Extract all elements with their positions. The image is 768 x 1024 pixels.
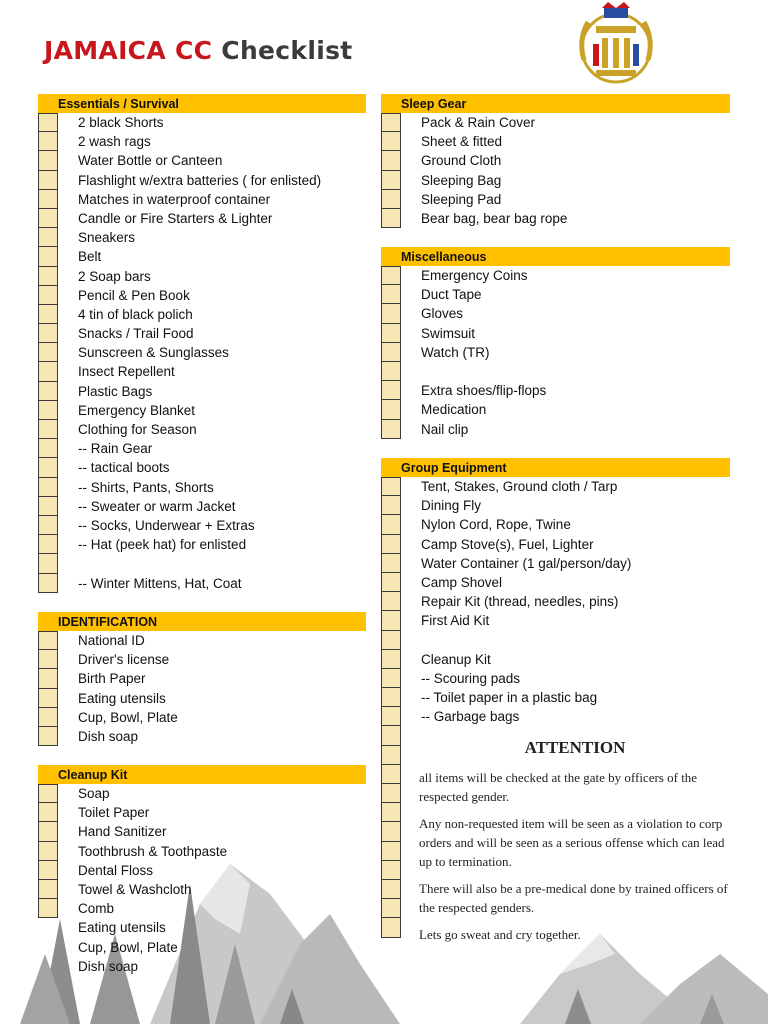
attention-paragraph: There will also be a pre-medical done by trained officers of the respected genders. bbox=[419, 881, 728, 915]
checklist-item-label: Eating utensils bbox=[78, 920, 166, 936]
attention-paragraph: all items will be checked at the gate by officers of the respected gender. bbox=[419, 770, 698, 804]
checklist-item bbox=[38, 535, 366, 554]
checkbox[interactable] bbox=[381, 707, 401, 726]
checklist-item bbox=[38, 209, 366, 228]
checklist-item bbox=[38, 401, 366, 420]
checkbox[interactable] bbox=[38, 324, 58, 343]
checklist-item bbox=[381, 171, 730, 190]
checkbox[interactable] bbox=[381, 190, 401, 209]
checklist-item-label: 2 black Shorts bbox=[78, 115, 164, 130]
checklist-item bbox=[381, 573, 730, 592]
checkbox[interactable] bbox=[381, 880, 401, 899]
checklist-item-label: Towel & Washcloth bbox=[78, 881, 192, 897]
checkbox[interactable] bbox=[381, 765, 401, 784]
checklist-item bbox=[38, 669, 366, 688]
checkbox[interactable] bbox=[38, 631, 58, 650]
section-sleep-gear bbox=[381, 94, 730, 228]
checklist-item-label: Insect Repellent bbox=[78, 364, 175, 380]
checklist-item bbox=[381, 650, 730, 669]
checklist-item bbox=[381, 400, 730, 419]
checkbox[interactable] bbox=[38, 113, 58, 132]
checklist-item-label: -- Shirts, Pants, Shorts bbox=[78, 479, 214, 495]
checkbox[interactable] bbox=[38, 171, 58, 190]
checkbox[interactable] bbox=[381, 113, 401, 132]
checklist-item bbox=[38, 918, 366, 937]
checklist-item bbox=[381, 324, 730, 343]
checkbox[interactable] bbox=[38, 727, 58, 746]
checkbox[interactable] bbox=[38, 899, 58, 918]
checklist-item bbox=[38, 497, 366, 516]
checklist-item bbox=[381, 669, 730, 688]
section-heading: IDENTIFICATION bbox=[38, 612, 366, 631]
checklist-item-label: Cup, Bowl, Plate bbox=[78, 939, 178, 955]
checkbox[interactable] bbox=[381, 132, 401, 151]
checkbox[interactable] bbox=[38, 420, 58, 439]
checklist-item bbox=[38, 324, 366, 343]
checklist-item bbox=[381, 592, 730, 611]
checkbox[interactable] bbox=[38, 151, 58, 170]
checkbox[interactable] bbox=[381, 343, 401, 362]
checklist-item bbox=[38, 190, 366, 209]
checkbox[interactable] bbox=[381, 515, 401, 534]
checklist-item-label: Clothing for Season bbox=[78, 422, 197, 437]
checkbox[interactable] bbox=[381, 669, 401, 688]
checkbox[interactable] bbox=[381, 573, 401, 592]
checklist-item bbox=[38, 784, 366, 803]
checkbox[interactable] bbox=[381, 784, 401, 803]
checklist-item bbox=[381, 535, 730, 554]
checklist-item bbox=[381, 266, 730, 285]
checkbox[interactable] bbox=[38, 439, 58, 458]
checkbox[interactable] bbox=[381, 535, 401, 554]
checkbox[interactable] bbox=[381, 822, 401, 841]
checklist-item-label: Flashlight w/extra batteries ( for enlisted) bbox=[78, 172, 322, 188]
checkbox[interactable] bbox=[38, 401, 58, 420]
checklist-item-label: Emergency Coins bbox=[421, 268, 528, 283]
checklist-item bbox=[38, 382, 366, 401]
checklist-item bbox=[38, 957, 366, 976]
checkbox[interactable] bbox=[38, 535, 58, 554]
checkbox[interactable] bbox=[38, 267, 58, 286]
checklist-item-label: Repair Kit (thread, needles, pins) bbox=[421, 594, 619, 610]
checklist-item bbox=[381, 343, 730, 362]
checkbox[interactable] bbox=[381, 420, 401, 439]
checklist-item bbox=[38, 708, 366, 727]
checkbox[interactable] bbox=[381, 266, 401, 285]
checklist-item bbox=[381, 420, 730, 439]
checklist-item bbox=[38, 247, 366, 266]
checklist-item bbox=[381, 362, 730, 381]
checklist-item-label: Bear bag, bear bag rope bbox=[421, 210, 568, 226]
checklist-item bbox=[381, 688, 730, 707]
checklist-item-label: Dish soap bbox=[78, 728, 139, 744]
checklist-item bbox=[381, 707, 730, 726]
checklist-item-label: Dish soap bbox=[78, 958, 139, 974]
checklist-item bbox=[38, 516, 366, 535]
checklist-item bbox=[381, 285, 730, 304]
checklist-item-label: Medication bbox=[421, 402, 487, 418]
checkbox[interactable] bbox=[381, 592, 401, 611]
checklist-item-label: Nail clip bbox=[421, 421, 469, 437]
checklist-item-label: Watch (TR) bbox=[421, 344, 490, 360]
checklist-item-label: Belt bbox=[78, 249, 102, 265]
checklist-item-label: -- Winter Mittens, Hat, Coat bbox=[78, 575, 242, 591]
checkbox[interactable] bbox=[38, 803, 58, 822]
checkbox[interactable] bbox=[381, 746, 401, 765]
section-cleanup-kit bbox=[38, 765, 366, 976]
checklist-item bbox=[381, 554, 730, 573]
checklist-item-label: Extra shoes/flip-flops bbox=[421, 383, 547, 399]
checklist-item bbox=[381, 113, 730, 132]
title-red: JAMAICA CC bbox=[44, 36, 213, 65]
checkbox[interactable] bbox=[38, 305, 58, 324]
checklist-item bbox=[381, 132, 730, 151]
checkbox[interactable] bbox=[38, 478, 58, 497]
checkbox[interactable] bbox=[381, 688, 401, 707]
checklist-item-label: -- Scouring pads bbox=[421, 670, 521, 686]
checkbox[interactable] bbox=[38, 574, 58, 593]
checkbox[interactable] bbox=[381, 631, 401, 650]
checklist-item bbox=[38, 554, 366, 573]
checklist-item bbox=[38, 267, 366, 286]
checklist-item-label: First Aid Kit bbox=[421, 613, 490, 629]
checkbox[interactable] bbox=[38, 382, 58, 401]
checklist-item-label: Tent, Stakes, Ground cloth / Tarp bbox=[421, 479, 618, 494]
checkbox[interactable] bbox=[38, 842, 58, 861]
checkbox[interactable] bbox=[381, 171, 401, 190]
checkbox[interactable] bbox=[38, 689, 58, 708]
checklist-item-label: Sunscreen & Sunglasses bbox=[78, 345, 229, 361]
section-heading: Group Equipment bbox=[381, 458, 730, 477]
checklist-item-label: Sneakers bbox=[78, 230, 136, 246]
checkbox[interactable] bbox=[381, 151, 401, 170]
checkbox[interactable] bbox=[38, 286, 58, 305]
checkbox[interactable] bbox=[381, 362, 401, 381]
title-dark: Checklist bbox=[221, 36, 353, 65]
checklist-item bbox=[38, 689, 366, 708]
checklist-item-label: Emergency Blanket bbox=[78, 402, 196, 418]
checklist-item-label: Snacks / Trail Food bbox=[78, 326, 194, 342]
checklist-item-label: Sleeping Pad bbox=[421, 191, 502, 207]
checkbox[interactable] bbox=[381, 726, 401, 745]
checklist-item-label: Toilet Paper bbox=[78, 805, 150, 821]
checkbox[interactable] bbox=[38, 497, 58, 516]
checklist-item-label: Water Bottle or Canteen bbox=[78, 153, 223, 169]
checklist-item bbox=[38, 228, 366, 247]
attention-heading: ATTENTION bbox=[524, 738, 626, 757]
checkbox[interactable] bbox=[381, 842, 401, 861]
checkbox[interactable] bbox=[38, 228, 58, 247]
checkbox[interactable] bbox=[38, 669, 58, 688]
checklist-item bbox=[38, 842, 366, 861]
checkbox[interactable] bbox=[381, 324, 401, 343]
checklist-item bbox=[381, 496, 730, 515]
checklist-item-label: 2 Soap bars bbox=[78, 268, 151, 284]
checklist-item-label: National ID bbox=[78, 633, 145, 648]
checklist-item bbox=[381, 477, 730, 496]
checklist-item bbox=[38, 880, 366, 899]
checkbox[interactable] bbox=[381, 381, 401, 400]
checklist-item-label: -- Rain Gear bbox=[78, 441, 153, 457]
checklist-item-label: Candle or Fire Starters & Lighter bbox=[78, 210, 273, 226]
checklist-item-label: Swimsuit bbox=[421, 325, 476, 341]
checklist-item-label: Water Container (1 gal/person/day) bbox=[421, 555, 632, 571]
checklist-item bbox=[38, 574, 366, 593]
checkbox[interactable] bbox=[38, 708, 58, 727]
checklist-item bbox=[38, 420, 366, 439]
section-miscellaneous bbox=[381, 247, 730, 439]
checklist-item-label: 4 tin of black polich bbox=[78, 306, 193, 322]
checklist-item-label: Camp Shovel bbox=[421, 574, 503, 590]
section-heading: Miscellaneous bbox=[381, 247, 730, 266]
checklist-item bbox=[38, 822, 366, 841]
checklist-item-label: 2 wash rags bbox=[78, 134, 151, 150]
attention-notice bbox=[419, 736, 731, 952]
checklist-item bbox=[38, 132, 366, 151]
checklist-item bbox=[38, 727, 366, 746]
page-title bbox=[44, 36, 353, 65]
section-identification bbox=[38, 612, 366, 746]
checklist-item-label: Pencil & Pen Book bbox=[78, 287, 190, 303]
section-heading: Cleanup Kit bbox=[38, 765, 366, 784]
checklist-item bbox=[38, 631, 366, 650]
checklist-item bbox=[381, 151, 730, 170]
checklist-item-label: Sheet & fitted bbox=[421, 134, 503, 150]
checklist-item bbox=[381, 190, 730, 209]
checklist-item-label: Hand Sanitizer bbox=[78, 824, 167, 840]
checklist-item-label: Dental Floss bbox=[78, 862, 154, 878]
checklist-item-label: Soap bbox=[78, 786, 110, 801]
checkbox[interactable] bbox=[38, 861, 58, 880]
checklist-item-label: Cup, Bowl, Plate bbox=[78, 709, 178, 725]
checkbox[interactable] bbox=[381, 554, 401, 573]
checklist-item bbox=[38, 458, 366, 477]
checklist-item-label: Comb bbox=[78, 901, 115, 917]
checklist-item-label: Duct Tape bbox=[421, 287, 482, 303]
checklist-item bbox=[38, 938, 366, 957]
checkbox[interactable] bbox=[381, 304, 401, 323]
checkbox[interactable] bbox=[38, 458, 58, 477]
checklist-item-label: Birth Paper bbox=[78, 671, 146, 687]
checklist-item-label: -- Sweater or warm Jacket bbox=[78, 498, 236, 514]
checklist-item bbox=[38, 478, 366, 497]
checklist-item bbox=[381, 611, 730, 630]
checkbox[interactable] bbox=[38, 209, 58, 228]
checklist-item-label: -- Socks, Underwear + Extras bbox=[78, 517, 255, 533]
checklist-item-label: Sleeping Bag bbox=[421, 172, 502, 188]
checkbox[interactable] bbox=[38, 880, 58, 899]
checkbox[interactable] bbox=[381, 496, 401, 515]
checklist-item-label: Ground Cloth bbox=[421, 153, 502, 169]
checklist-item-label: -- Garbage bags bbox=[421, 709, 520, 725]
checklist-item bbox=[38, 650, 366, 669]
checkbox[interactable] bbox=[38, 822, 58, 841]
checklist-item bbox=[38, 171, 366, 190]
checkbox[interactable] bbox=[381, 611, 401, 630]
checklist-item-label: -- Toilet paper in a plastic bag bbox=[421, 690, 598, 706]
checkbox[interactable] bbox=[38, 247, 58, 266]
section-essentials bbox=[38, 94, 366, 593]
checklist-item bbox=[38, 151, 366, 170]
checklist-item bbox=[38, 343, 366, 362]
checkbox[interactable] bbox=[381, 899, 401, 918]
checkbox[interactable] bbox=[38, 190, 58, 209]
checklist-item-label: Plastic Bags bbox=[78, 383, 153, 399]
checkbox[interactable] bbox=[381, 400, 401, 419]
checklist-item bbox=[381, 209, 730, 228]
checkbox[interactable] bbox=[381, 209, 401, 228]
attention-paragraph: Any non-requested item will be seen as a violation to corp orders and will be seen as a serious offense which can lead up to termination. bbox=[419, 816, 725, 869]
checkbox[interactable] bbox=[38, 554, 58, 573]
checkbox[interactable] bbox=[381, 650, 401, 669]
checkbox[interactable] bbox=[38, 784, 58, 803]
checkbox[interactable] bbox=[38, 516, 58, 535]
checklist-item bbox=[38, 803, 366, 822]
cadet-corps-crest-icon bbox=[560, 0, 672, 92]
checklist-item-label: Nylon Cord, Rope, Twine bbox=[421, 517, 571, 533]
attention-paragraph: Lets go sweat and cry together. bbox=[419, 927, 581, 942]
section-heading: Sleep Gear bbox=[381, 94, 730, 113]
checklist-item bbox=[38, 113, 366, 132]
checklist-item-label: Toothbrush & Toothpaste bbox=[78, 843, 228, 859]
checklist-item bbox=[381, 631, 730, 650]
checklist-item-label: Cleanup Kit bbox=[421, 651, 491, 667]
checklist-item bbox=[38, 305, 366, 324]
checkbox[interactable] bbox=[38, 343, 58, 362]
checklist-item bbox=[38, 286, 366, 305]
checklist-item-label: Eating utensils bbox=[78, 690, 166, 706]
checklist-item-label: -- Hat (peek hat) for enlisted bbox=[78, 537, 247, 553]
checklist-item bbox=[381, 515, 730, 534]
checklist-item-label: -- tactical boots bbox=[78, 460, 170, 476]
checklist-item-label: Gloves bbox=[421, 306, 464, 322]
checkbox[interactable] bbox=[38, 132, 58, 151]
checklist-item bbox=[381, 381, 730, 400]
checklist-item-label: Dining Fly bbox=[421, 498, 482, 514]
checkbox[interactable] bbox=[38, 650, 58, 669]
checklist-item bbox=[38, 439, 366, 458]
checklist-item-label: Pack & Rain Cover bbox=[421, 115, 536, 130]
checklist-item-label: Driver's license bbox=[78, 652, 170, 668]
checkbox[interactable] bbox=[38, 362, 58, 381]
checkbox[interactable] bbox=[381, 918, 401, 937]
checkbox[interactable] bbox=[381, 803, 401, 822]
checkbox[interactable] bbox=[381, 285, 401, 304]
checklist-item-label: Matches in waterproof container bbox=[78, 191, 271, 207]
checklist-item bbox=[38, 362, 366, 381]
checklist-item bbox=[38, 899, 366, 918]
checkbox[interactable] bbox=[381, 477, 401, 496]
section-heading: Essentials / Survival bbox=[38, 94, 366, 113]
checkbox[interactable] bbox=[381, 861, 401, 880]
checklist-item-label: Camp Stove(s), Fuel, Lighter bbox=[421, 536, 594, 552]
checklist-item bbox=[381, 304, 730, 323]
checklist-item bbox=[38, 861, 366, 880]
